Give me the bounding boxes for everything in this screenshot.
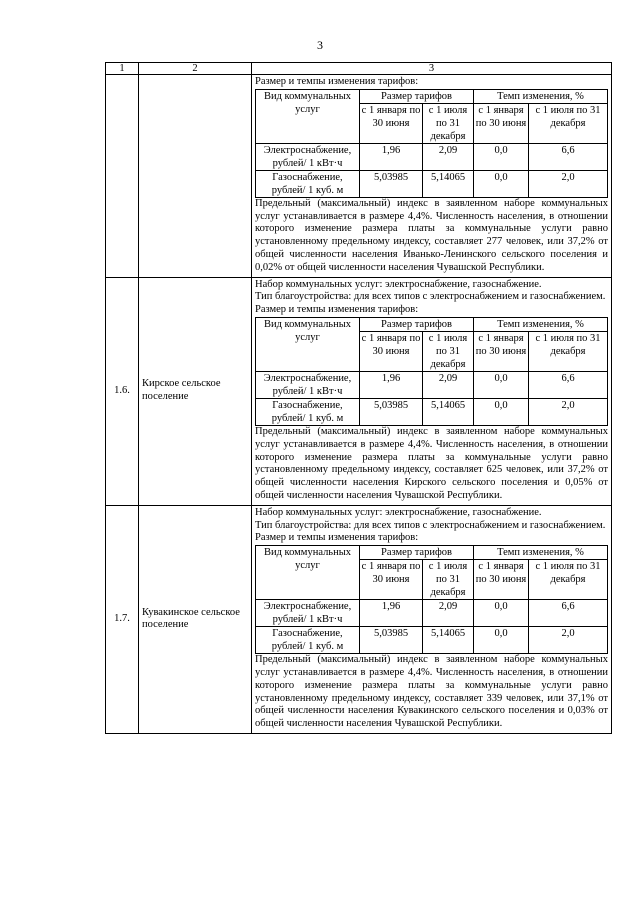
improvement-type-line: Тип благоустройства: для всех типов с электроснабжением и газоснабжением.: [255, 519, 606, 531]
rate-change-h2: 2,0: [529, 398, 608, 425]
tariff-table: [255, 317, 608, 426]
period-jul-dec: с 1 июля по 31 декабря: [529, 331, 608, 371]
tariff-size-h1: 1,96: [360, 600, 423, 627]
tariff-row: [256, 143, 608, 170]
tariff-size-h2: 5,14065: [423, 398, 474, 425]
index-paragraph: Предельный (максимальный) индекс в заявленном наборе коммунальных услуг устанавливается в размере 4,4%. Численность населения, в отношении которого изменение размера платы за коммунальные услуги равно установленному предельному индексу, составляет 625 человек, или 37,2% от общей численности населения Кирского сельского поселения и 0,05% от общей численности населения Чувашской Республики.: [255, 425, 608, 501]
tariff-intro: Размер и темпы изменения тарифов:: [255, 76, 419, 87]
rate-change-h1: 0,0: [474, 143, 529, 170]
period-jul-dec: с 1 июля по 31 декабря: [423, 560, 474, 600]
rate-change-h1: 0,0: [474, 398, 529, 425]
tariff-size-h1: 5,03985: [360, 398, 423, 425]
tariff-size-header: Размер тарифов: [360, 317, 474, 331]
tariff-row: [256, 627, 608, 654]
row-number: 1.7.: [106, 505, 139, 733]
period-jan-jun: с 1 января по 30 июня: [360, 331, 423, 371]
tariff-row: [256, 398, 608, 425]
service-type-header: Вид коммунальных услуг: [256, 89, 360, 143]
service-set-line: Набор коммунальных услуг: электроснабжение, газоснабжение.: [255, 506, 542, 518]
settlement-row: [106, 277, 612, 505]
rate-change-h2: 6,6: [529, 371, 608, 398]
tariff-row: [256, 600, 608, 627]
tariff-header-row: [256, 317, 608, 331]
tariff-size-header: Размер тарифов: [360, 546, 474, 560]
rate-change-header: Темп изменения, %: [474, 317, 608, 331]
tariff-row: [256, 170, 608, 197]
settlement-content: [252, 277, 612, 505]
index-paragraph: Предельный (максимальный) индекс в заявленном наборе коммунальных услуг устанавливается в размере 4,4%. Численность населения, в отношении которого изменение размера платы за коммунальные услуги равно установленному предельному индексу, составляет 339 человек, или 37,1% от общей численности населения Кувакинского сельского поселения и 0,03% от общей численности населения Чувашской Республики.: [255, 654, 608, 730]
tariff-size-h1: 5,03985: [360, 170, 423, 197]
tariff-intro: Размер и темпы изменения тарифов:: [255, 304, 419, 316]
period-jul-dec: с 1 июля по 31 декабря: [529, 560, 608, 600]
tariff-size-h2: 5,14065: [423, 170, 474, 197]
service-name: Электроснабжение, рублей/ 1 кВт·ч: [256, 371, 360, 398]
index-paragraph: Предельный (максимальный) индекс в заявленном наборе коммунальных услуг устанавливается в размере 4,4%. Численность населения, в отношении которого изменение размера платы за коммунальные услуги равно установленному предельному индексу, составляет 277 человек, или 37,2% от общей численности населения Иванько-Ленинского сельского поселения и 0,02% от общей численности населения Чувашской Республики.: [255, 197, 608, 273]
period-jan-jun: с 1 января по 30 июня: [360, 103, 423, 143]
column-header-3: 3: [252, 63, 612, 75]
period-jul-dec: с 1 июля по 31 декабря: [529, 103, 608, 143]
column-header-row: [106, 63, 612, 75]
service-name: Газоснабжение, рублей/ 1 куб. м: [256, 398, 360, 425]
service-name: Электроснабжение, рублей/ 1 кВт·ч: [256, 143, 360, 170]
rate-change-h1: 0,0: [474, 600, 529, 627]
period-jan-jun: с 1 января по 30 июня: [474, 560, 529, 600]
settlement-row: [106, 505, 612, 733]
rate-change-h1: 0,0: [474, 627, 529, 654]
tariff-header-row: [256, 546, 608, 560]
settlement-content: [252, 75, 612, 278]
tariff-row: [256, 371, 608, 398]
tariff-intro: Размер и темпы изменения тарифов:: [255, 532, 419, 544]
column-header-1: 1: [106, 63, 139, 75]
rate-change-h2: 6,6: [529, 600, 608, 627]
tariff-table: [255, 545, 608, 654]
period-jan-jun: с 1 января по 30 июня: [474, 103, 529, 143]
tariff-size-h1: 1,96: [360, 371, 423, 398]
rate-change-h2: 6,6: [529, 143, 608, 170]
tariff-size-h1: 5,03985: [360, 627, 423, 654]
rate-change-h1: 0,0: [474, 371, 529, 398]
service-type-header: Вид коммунальных услуг: [256, 317, 360, 371]
tariff-size-h2: 5,14065: [423, 627, 474, 654]
period-jan-jun: с 1 января по 30 июня: [360, 560, 423, 600]
service-name: Газоснабжение, рублей/ 1 куб. м: [256, 170, 360, 197]
period-jul-dec: с 1 июля по 31 декабря: [423, 103, 474, 143]
improvement-type-line: Тип благоустройства: для всех типов с электроснабжением и газоснабжением.: [255, 291, 606, 303]
settlement-content: [252, 505, 612, 733]
service-type-header: Вид коммунальных услуг: [256, 546, 360, 600]
service-name: Газоснабжение, рублей/ 1 куб. м: [256, 627, 360, 654]
tariff-header-row: [256, 89, 608, 103]
service-name: Электроснабжение, рублей/ 1 кВт·ч: [256, 600, 360, 627]
service-set-line: Набор коммунальных услуг: электроснабжение, газоснабжение.: [255, 278, 542, 290]
settlement-name-cell: [139, 75, 252, 278]
tariff-size-header: Размер тарифов: [360, 89, 474, 103]
page-number: 3: [317, 38, 323, 52]
tariff-size-h2: 2,09: [423, 371, 474, 398]
period-jan-jun: с 1 января по 30 июня: [474, 331, 529, 371]
tariff-table: [255, 89, 608, 198]
tariff-size-h1: 1,96: [360, 143, 423, 170]
tariff-size-h2: 2,09: [423, 600, 474, 627]
column-header-2: 2: [139, 63, 252, 75]
row-number: 1.6.: [106, 277, 139, 505]
rate-change-header: Темп изменения, %: [474, 89, 608, 103]
row-number-cell: [106, 75, 139, 278]
rate-change-h2: 2,0: [529, 627, 608, 654]
tariff-document-table: [105, 62, 612, 734]
rate-change-h2: 2,0: [529, 170, 608, 197]
rate-change-header: Темп изменения, %: [474, 546, 608, 560]
settlement-name: Кирское сельское поселение: [139, 277, 252, 505]
rate-change-h1: 0,0: [474, 170, 529, 197]
period-jul-dec: с 1 июля по 31 декабря: [423, 331, 474, 371]
settlement-row-continued: [106, 75, 612, 278]
settlement-name: Кувакинское сельское поселение: [139, 505, 252, 733]
tariff-size-h2: 2,09: [423, 143, 474, 170]
